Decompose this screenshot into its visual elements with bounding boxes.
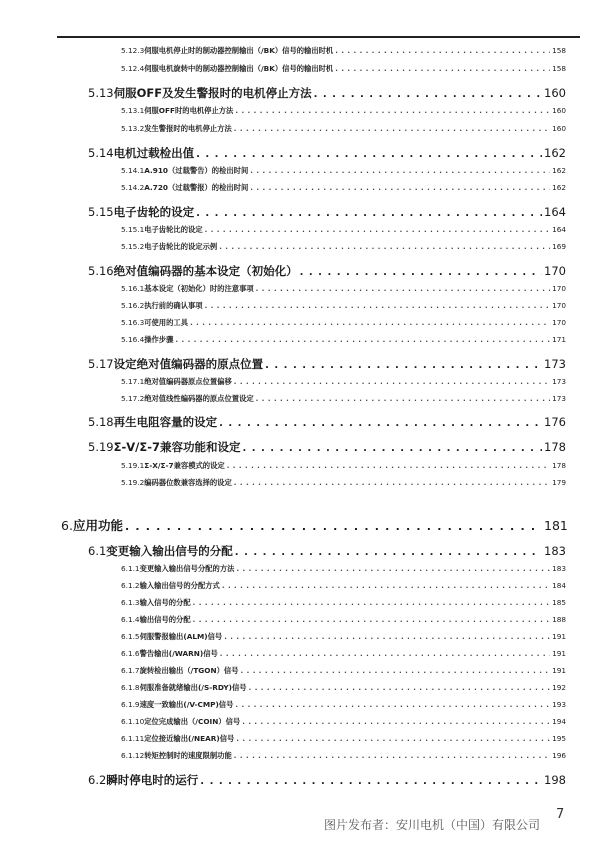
entry-title: 操作步骤 bbox=[144, 335, 174, 344]
entry-number: 6.1.3 bbox=[121, 598, 140, 607]
entry-title: 发生警报时的电机停止方法 bbox=[144, 124, 232, 133]
section-title: 瞬时停电时的运行 bbox=[106, 773, 199, 787]
entry-page: 196 bbox=[552, 751, 566, 760]
entry-title: 编码器位数兼容选择的设定 bbox=[144, 478, 232, 487]
entry-title: 绝对值线性编码器的原点位置设定 bbox=[144, 394, 254, 403]
entry-number: 5.19.1 bbox=[121, 461, 145, 470]
entry-page: 160 bbox=[552, 124, 566, 133]
toc-entry-6-1-1[interactable] bbox=[121, 564, 566, 574]
entry-number: 6.1.11 bbox=[121, 734, 145, 743]
entry-number: 6.1.6 bbox=[121, 649, 140, 658]
dot-leader bbox=[235, 107, 550, 115]
section-number: 5.16 bbox=[88, 264, 114, 278]
section-page: 164 bbox=[544, 205, 566, 219]
toc-section-6-2[interactable] bbox=[88, 772, 566, 788]
entry-title: A.720（过载警报）的检出时间 bbox=[144, 183, 249, 192]
page-corner-mark: 7 bbox=[556, 807, 565, 822]
dot-leader bbox=[235, 701, 550, 709]
entry-page: 179 bbox=[552, 478, 566, 487]
dot-leader bbox=[219, 243, 550, 251]
entry-page: 170 bbox=[552, 301, 566, 310]
entry-number: 5.12.4 bbox=[121, 64, 145, 73]
entry-page: 158 bbox=[552, 64, 566, 73]
entry-number: 5.13.1 bbox=[121, 106, 145, 115]
entry-title: 定位接近输出(/NEAR)信号 bbox=[144, 734, 235, 743]
entry-title: 定位完成输出（/COIN）信号 bbox=[144, 717, 241, 726]
dot-leader bbox=[193, 616, 550, 624]
entry-title: 电子齿轮比的设定 bbox=[144, 225, 203, 234]
section-number: 6.2 bbox=[88, 773, 107, 787]
dot-leader bbox=[190, 319, 550, 327]
entry-number: 5.13.2 bbox=[121, 124, 145, 133]
entry-page: 171 bbox=[552, 335, 566, 344]
dot-leader bbox=[234, 752, 550, 760]
section-number: 5.19 bbox=[88, 440, 114, 454]
section-title: 电子齿轮的设定 bbox=[113, 205, 195, 219]
dot-leader bbox=[205, 226, 550, 234]
publisher-watermark: 图片发布者：安川电机（中国）有限公司 bbox=[324, 818, 541, 832]
dot-leader bbox=[196, 208, 542, 219]
entry-title: 警告输出(/WARN)信号 bbox=[139, 649, 218, 658]
section-title: 设定绝对值编码器的原点位置 bbox=[113, 357, 264, 371]
entry-page: 194 bbox=[552, 717, 566, 726]
toc-section-6-1[interactable] bbox=[88, 543, 566, 559]
entry-title: 转矩控制时的速度限制功能 bbox=[144, 751, 232, 760]
dot-leader bbox=[256, 285, 550, 293]
entry-page: 170 bbox=[552, 284, 566, 293]
entry-page: 160 bbox=[552, 106, 566, 115]
entry-title: Σ-X/Σ-7兼容模式的设定 bbox=[144, 461, 225, 470]
toc-entry-6-1-11[interactable] bbox=[121, 734, 566, 744]
entry-page: 188 bbox=[552, 615, 566, 624]
entry-page: 191 bbox=[552, 666, 566, 675]
dot-leader bbox=[235, 547, 542, 558]
toc-chapter-6[interactable] bbox=[61, 516, 566, 534]
entry-title: 伺服准备就绪输出(/S-RDY)信号 bbox=[139, 683, 247, 692]
section-title: 再生电阻容量的设定 bbox=[113, 415, 218, 429]
toc-section-5-18[interactable] bbox=[88, 414, 566, 430]
toc-entry-5-13-1[interactable] bbox=[121, 106, 566, 116]
toc-entry-6-1-2[interactable] bbox=[121, 581, 566, 591]
entry-title: 电子齿轮比的设定示例 bbox=[144, 242, 218, 251]
toc-section-5-17[interactable] bbox=[88, 356, 566, 372]
toc-entry-5-12-4[interactable] bbox=[121, 64, 566, 74]
section-page: 183 bbox=[544, 544, 566, 558]
toc-entry-6-1-12[interactable] bbox=[121, 751, 566, 761]
entry-number: 6.1.4 bbox=[121, 615, 140, 624]
entry-title: 输入输出信号的分配方式 bbox=[139, 581, 220, 590]
section-title: 伺服OFF及发生警报时的电机停止方法 bbox=[113, 86, 312, 100]
dot-leader bbox=[234, 125, 550, 133]
entry-title: 伺服OFF时的电机停止方法 bbox=[144, 106, 234, 115]
toc-entry-5-16-3[interactable] bbox=[121, 318, 566, 328]
dot-leader bbox=[250, 167, 550, 175]
section-number: 6.1 bbox=[88, 544, 107, 558]
dot-leader bbox=[224, 633, 550, 641]
entry-title: 可使用的工具 bbox=[144, 318, 188, 327]
section-page: 178 bbox=[544, 440, 566, 454]
section-title: 电机过载检出值 bbox=[113, 146, 195, 160]
toc-section-5-15[interactable] bbox=[88, 204, 566, 220]
entry-number: 6.1.8 bbox=[121, 683, 140, 692]
toc-entry-5-14-2[interactable] bbox=[121, 183, 566, 193]
entry-title: 伺服电机停止时的制动器控制输出（/BK）信号的输出时机 bbox=[144, 46, 334, 55]
section-page: 170 bbox=[544, 264, 566, 278]
entry-number: 5.17.1 bbox=[121, 377, 145, 386]
toc-entry-6-1-4[interactable] bbox=[121, 615, 566, 625]
dot-leader bbox=[256, 395, 550, 403]
chapter-number: 6. bbox=[61, 518, 73, 533]
entry-page: 183 bbox=[552, 564, 566, 573]
dot-leader bbox=[242, 443, 542, 454]
dot-leader bbox=[242, 718, 550, 726]
entry-page: 170 bbox=[552, 318, 566, 327]
section-title: 变更输入输出信号的分配 bbox=[106, 544, 233, 558]
entry-number: 5.16.1 bbox=[121, 284, 145, 293]
entry-page: 164 bbox=[552, 225, 566, 234]
entry-number: 5.15.2 bbox=[121, 242, 145, 251]
entry-page: 173 bbox=[552, 394, 566, 403]
dot-leader bbox=[175, 336, 550, 344]
entry-page: 191 bbox=[552, 632, 566, 641]
dot-leader bbox=[196, 149, 542, 160]
entry-number: 5.16.2 bbox=[121, 301, 145, 310]
entry-title: 输入信号的分配 bbox=[139, 598, 191, 607]
entry-page: 193 bbox=[552, 700, 566, 709]
entry-number: 6.1.1 bbox=[121, 564, 140, 573]
toc-entry-6-1-9[interactable] bbox=[121, 700, 566, 710]
entry-page: 185 bbox=[552, 598, 566, 607]
section-page: 176 bbox=[544, 415, 566, 429]
entry-title: A.910（过载警告）的检出时间 bbox=[144, 166, 249, 175]
toc-entry-6-1-10[interactable] bbox=[121, 717, 566, 727]
section-page: 173 bbox=[544, 357, 566, 371]
section-number: 5.14 bbox=[88, 146, 114, 160]
entry-number: 5.19.2 bbox=[121, 478, 145, 487]
dot-leader bbox=[205, 302, 550, 310]
section-number: 5.17 bbox=[88, 357, 114, 371]
entry-number: 6.1.2 bbox=[121, 581, 140, 590]
dot-leader bbox=[250, 184, 550, 192]
dot-leader bbox=[125, 520, 542, 533]
section-page: 198 bbox=[544, 773, 566, 787]
entry-number: 6.1.7 bbox=[121, 666, 140, 675]
dot-leader bbox=[193, 599, 550, 607]
section-number: 5.13 bbox=[88, 86, 114, 100]
entry-number: 6.1.10 bbox=[121, 717, 145, 726]
entry-number: 5.16.4 bbox=[121, 335, 145, 344]
chapter-title: 应用功能 bbox=[72, 518, 123, 533]
dot-leader bbox=[236, 735, 550, 743]
entry-page: 173 bbox=[552, 377, 566, 386]
toc-entry-5-15-1[interactable] bbox=[121, 225, 566, 235]
dot-leader bbox=[335, 47, 550, 55]
toc-entry-6-1-8[interactable] bbox=[121, 683, 566, 693]
entry-title: 输出信号的分配 bbox=[139, 615, 191, 624]
toc-entry-5-16-2[interactable] bbox=[121, 301, 566, 311]
dot-leader bbox=[236, 565, 550, 573]
entry-number: 5.17.2 bbox=[121, 394, 145, 403]
dot-leader bbox=[222, 582, 550, 590]
section-title: Σ-V/Σ-7兼容功能和设定 bbox=[113, 440, 241, 454]
entry-number: 6.1.5 bbox=[121, 632, 140, 641]
toc-entry-5-17-1[interactable] bbox=[121, 377, 566, 387]
dot-leader bbox=[300, 267, 542, 278]
entry-number: 6.1.12 bbox=[121, 751, 145, 760]
toc-entry-5-13-2[interactable] bbox=[121, 124, 566, 134]
entry-title: 绝对值编码器原点位置偏移 bbox=[144, 377, 232, 386]
entry-title: 基本设定（初始化）时的注意事项 bbox=[144, 284, 254, 293]
entry-number: 5.12.3 bbox=[121, 46, 145, 55]
section-page: 160 bbox=[544, 86, 566, 100]
entry-number: 5.14.2 bbox=[121, 183, 145, 192]
entry-page: 191 bbox=[552, 649, 566, 658]
section-page: 162 bbox=[544, 146, 566, 160]
toc-entry-6-1-7[interactable] bbox=[121, 666, 566, 676]
entry-page: 178 bbox=[552, 461, 566, 470]
toc-entry-5-14-1[interactable] bbox=[121, 166, 566, 176]
toc-entry-6-1-3[interactable] bbox=[121, 598, 566, 608]
entry-title: 执行前的确认事项 bbox=[144, 301, 203, 310]
toc-entry-5-15-2[interactable] bbox=[121, 242, 566, 252]
dot-leader bbox=[314, 89, 542, 100]
entry-page: 162 bbox=[552, 183, 566, 192]
entry-page: 158 bbox=[552, 46, 566, 55]
toc-entry-6-1-5[interactable] bbox=[121, 632, 566, 642]
dot-leader bbox=[227, 462, 550, 470]
toc-section-5-14[interactable] bbox=[88, 145, 566, 161]
section-title: 绝对值编码器的基本设定（初始化） bbox=[113, 264, 298, 278]
entry-page: 184 bbox=[552, 581, 566, 590]
chapter-page: 181 bbox=[544, 518, 568, 533]
entry-page: 162 bbox=[552, 166, 566, 175]
toc-section-5-19[interactable] bbox=[88, 439, 566, 455]
dot-leader bbox=[249, 684, 550, 692]
toc-entry-5-16-4[interactable] bbox=[121, 335, 566, 345]
dot-leader bbox=[234, 378, 550, 386]
entry-page: 192 bbox=[552, 683, 566, 692]
toc-section-5-13[interactable] bbox=[88, 85, 566, 101]
toc-section-5-16[interactable] bbox=[88, 263, 566, 279]
entry-page: 195 bbox=[552, 734, 566, 743]
toc-entry-5-12-3[interactable] bbox=[121, 46, 566, 56]
toc-entry-6-1-6[interactable] bbox=[121, 649, 566, 659]
toc-entry-5-19-2[interactable] bbox=[121, 478, 566, 488]
dot-leader bbox=[234, 479, 550, 487]
dot-leader bbox=[241, 667, 551, 675]
entry-title: 变更输入输出信号分配的方法 bbox=[139, 564, 235, 573]
section-number: 5.15 bbox=[88, 205, 114, 219]
entry-title: 伺服警报输出(ALM)信号 bbox=[139, 632, 223, 641]
toc-entry-5-17-2[interactable] bbox=[121, 394, 566, 404]
toc-entry-5-16-1[interactable] bbox=[121, 284, 566, 294]
entry-number: 5.16.3 bbox=[121, 318, 145, 327]
entry-title: 速度一致输出(/V-CMP)信号 bbox=[139, 700, 234, 709]
dot-leader bbox=[220, 650, 550, 658]
dot-leader bbox=[200, 776, 542, 787]
entry-page: 169 bbox=[552, 242, 566, 251]
entry-title: 旋转检出输出（/TGON）信号 bbox=[139, 666, 239, 675]
section-number: 5.18 bbox=[88, 415, 114, 429]
entry-number: 6.1.9 bbox=[121, 700, 140, 709]
entry-title: 伺服电机旋转中的制动器控制输出（/BK）信号的输出时机 bbox=[144, 64, 334, 73]
toc-entry-5-19-1[interactable] bbox=[121, 461, 566, 471]
entry-number: 5.15.1 bbox=[121, 225, 145, 234]
dot-leader bbox=[219, 418, 542, 429]
entry-number: 5.14.1 bbox=[121, 166, 145, 175]
dot-leader bbox=[265, 360, 542, 371]
dot-leader bbox=[335, 65, 550, 73]
